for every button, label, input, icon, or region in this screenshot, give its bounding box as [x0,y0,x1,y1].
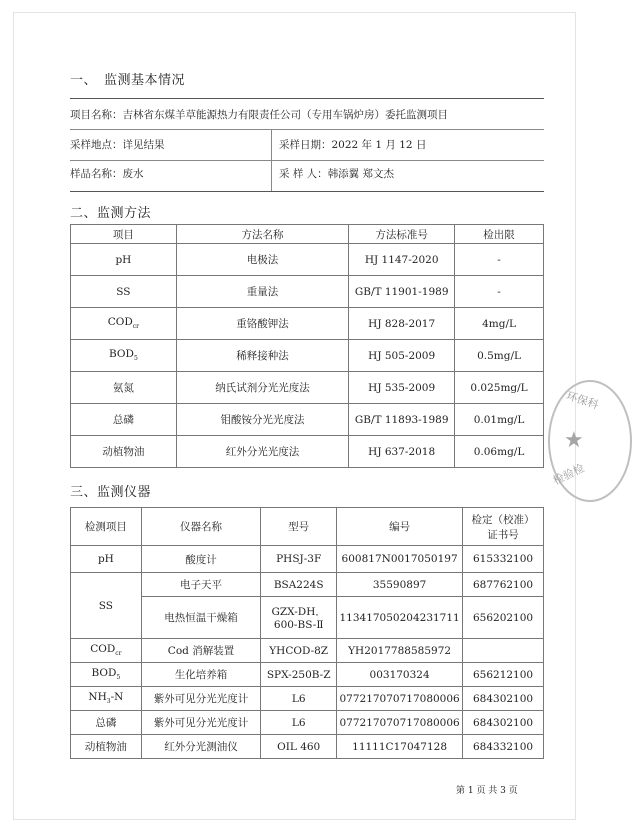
cell-standard: HJ 828-2017 [349,308,455,340]
cell-item: 总磷 [71,711,142,735]
header-item: 检测项目 [71,508,142,546]
date-label: 采样日期： [279,138,332,151]
cell-method: 稀释接种法 [176,340,349,372]
cell-item: SS [71,276,177,308]
cell-name: 紫外可见分光光度计 [141,711,260,735]
cell-cert: 656202100 [463,597,544,639]
cell-method: 重铬酸钾法 [176,308,349,340]
methods-table [70,224,544,468]
header-cert: 检定（校准） 证书号 [463,508,544,546]
cell-method: 电极法 [176,244,349,276]
cell-limit: 0.5mg/L [455,340,544,372]
star-icon: ★ [564,428,584,453]
table-row [71,404,544,436]
table-row [71,546,544,573]
header-name: 仪器名称 [141,508,260,546]
cell-item: pH [71,244,177,276]
cell-cert: 684302100 [463,711,544,735]
header-standard: 方法标准号 [349,225,455,244]
cell-model: YHCOD-8Z [261,639,337,663]
cell-standard: HJ 1147-2020 [349,244,455,276]
site-cell [70,135,165,153]
cell-serial: 600817N0017050197 [337,546,463,573]
sampler-label: 采 样 人： [279,167,328,180]
cell-limit: 0.025mg/L [455,372,544,404]
divider [70,98,544,99]
table-row [71,308,544,340]
sample-cell [70,164,144,182]
cell-name: 酸度计 [141,546,260,573]
cell-model: GZX-DH． 600-BS-Ⅱ [261,597,337,639]
cell-serial: 11111C17047128 [337,735,463,759]
cell-cert: 684332100 [463,735,544,759]
official-seal [548,380,632,502]
cell-item: $BOD_5$ [71,340,177,372]
cell-cert [463,639,544,663]
cell-item: 动植物油 [71,735,142,759]
cell-model: PHSJ-3F [261,546,337,573]
table-row [71,735,544,759]
divider [70,191,544,192]
seal-text-bottom: 检验检 [551,461,587,488]
cell-item: 氨氮 [71,372,177,404]
cell-model: SPX-250B-Z [261,663,337,687]
divider [70,160,544,161]
header-method: 方法名称 [176,225,349,244]
table-row [71,639,544,663]
cell-method: 纳氏试剂分光光度法 [176,372,349,404]
cell-method: 重量法 [176,276,349,308]
seal-text-top: 环保科 [564,389,601,412]
header-serial: 编号 [337,508,463,546]
cell-item: SS [71,573,142,639]
site-label: 采样地点： [70,138,123,151]
methods-header-row [71,225,544,244]
cell-name: Cod 消解装置 [141,639,260,663]
cell-name: 红外分光测油仪 [141,735,260,759]
cell-limit: 0.01mg/L [455,404,544,436]
cell-item: $BOD_5$ [71,663,142,687]
cell-standard: HJ 505-2009 [349,340,455,372]
cell-standard: HJ 535-2009 [349,372,455,404]
project-value: 吉林省东煤羊草能源热力有限责任公司（专用车锅炉房）委托监测项目 [122,108,448,121]
cell-serial: 077217070717080006 [337,711,463,735]
cell-item: $NH_3-N$ [71,687,142,711]
cell-name: 电子天平 [141,573,260,597]
cell-cert: 615332100 [463,546,544,573]
cell-serial: YH2017788585972 [337,639,463,663]
cell-cert: 687762100 [463,573,544,597]
instruments-table [70,507,544,759]
header-model: 型号 [261,508,337,546]
table-row [71,573,544,597]
section3-title: 三、监测仪器 [70,485,152,500]
cell-standard: GB/T 11893-1989 [349,404,455,436]
cell-item: pH [71,546,142,573]
sampler-cell [279,164,394,182]
cell-model: L6 [261,711,337,735]
sample-label: 样品名称： [70,167,123,180]
table-row [71,663,544,687]
cell-standard: GB/T 11901-1989 [349,276,455,308]
sampler-value: 韩添翼 郑文杰 [327,167,395,180]
cell-serial: 113417050204231711 [337,597,463,639]
cell-serial: 35590897 [337,573,463,597]
section2-title: 二、监测方法 [70,206,152,221]
cell-serial: 003170324 [337,663,463,687]
cell-limit: - [455,276,544,308]
table-row [71,244,544,276]
cell-item: $COD_{cr}$ [71,639,142,663]
divider [70,129,544,130]
cell-method: 红外分光光度法 [176,436,349,468]
cell-limit: - [455,244,544,276]
header-item: 项目 [71,225,177,244]
project-label: 项目名称： [70,108,123,121]
table-row [71,436,544,468]
cell-name: 电热恒温干燥箱 [141,597,260,639]
table-row [71,597,544,639]
column-divider [271,129,272,191]
cell-method: 钼酸铵分光光度法 [176,404,349,436]
cell-model: L6 [261,687,337,711]
cell-cert: 684302100 [463,687,544,711]
date-value: 2022 年 1 月 12 日 [331,138,427,151]
table-row [71,687,544,711]
date-cell [279,135,426,153]
cell-name: 生化培养箱 [141,663,260,687]
table-row [71,711,544,735]
header-limit: 检出限 [455,225,544,244]
project-row [70,105,448,123]
cell-cert: 656212100 [463,663,544,687]
table-row [71,276,544,308]
cell-item: $COD_{cr}$ [71,308,177,340]
site-value: 详见结果 [122,138,165,151]
cell-model: BSA224S [261,573,337,597]
page-number: 第 1 页 共 3 页 [456,785,518,796]
cell-limit: 4mg/L [455,308,544,340]
cell-item: 总磷 [71,404,177,436]
cell-item: 动植物油 [71,436,177,468]
cell-limit: 0.06mg/L [455,436,544,468]
table-row [71,372,544,404]
cell-standard: HJ 637-2018 [349,436,455,468]
cell-serial: 077217070717080006 [337,687,463,711]
sample-value: 废水 [122,167,144,180]
cell-model: OIL 460 [261,735,337,759]
instruments-header-row [71,508,544,546]
cell-name: 紫外可见分光光度计 [141,687,260,711]
table-row [71,340,544,372]
section1-title: 一、 监测基本情况 [70,73,186,88]
